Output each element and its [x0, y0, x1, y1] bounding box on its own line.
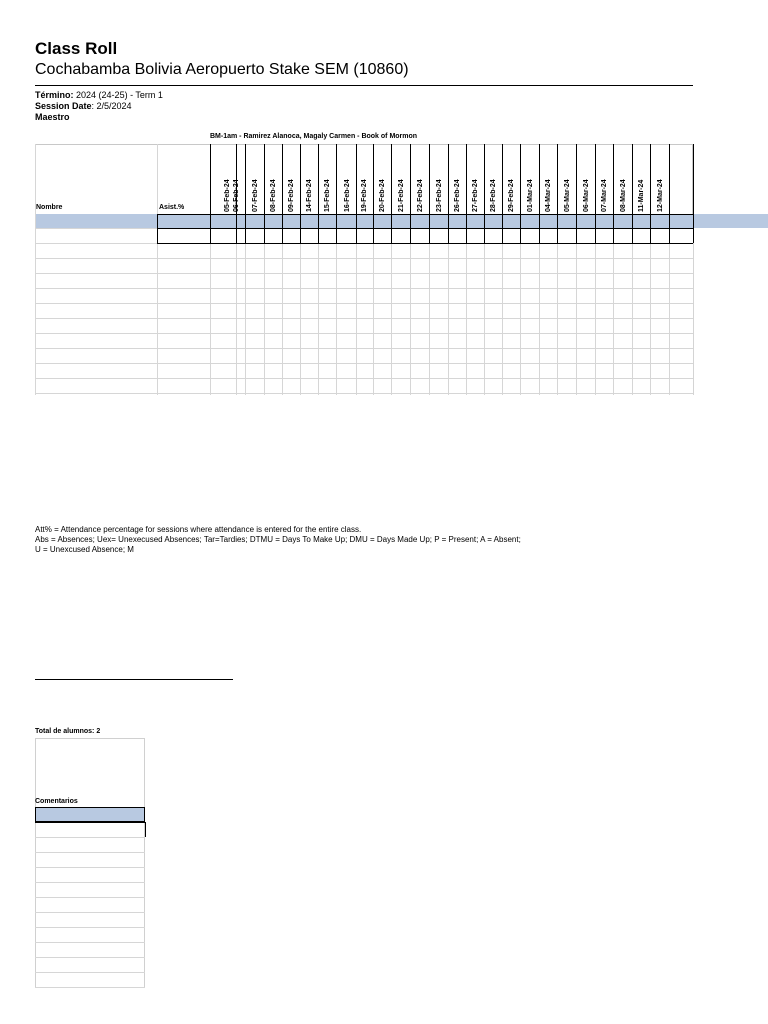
total-students: Total de alumnos: 2 [35, 728, 101, 735]
grid-column-line [318, 243, 319, 395]
legend-notes [35, 525, 635, 555]
grid-column-line [669, 243, 670, 395]
grid-column-line [336, 243, 337, 395]
grid-row-line [35, 363, 693, 364]
date-header: 21-Feb-24 [398, 179, 405, 212]
comment-row-line [35, 852, 145, 853]
legend-line: Abs = Absences; Uex= Unexecused Absences; Tar=Tardies; DTMU = Days To Make Up; DMU = Days Made Up; P = Present; A = Absent; [35, 535, 521, 544]
grid-row-line [35, 348, 693, 349]
grid-row-line [35, 228, 157, 229]
date-header: 16-Feb-24 [344, 179, 351, 212]
date-header: 06-Feb-24 [233, 179, 240, 212]
comment-row-line [35, 912, 145, 913]
grid-column-line [557, 243, 558, 395]
grid-row-line [35, 393, 693, 394]
grid-row-line [35, 318, 693, 319]
grid-column-line [300, 243, 301, 395]
date-header: 26-Feb-24 [454, 179, 461, 212]
grid-column-line [356, 243, 357, 395]
term-value: 2024 (24-25) - Term 1 [76, 90, 163, 100]
session-line [35, 101, 132, 112]
grid-row-line [35, 288, 693, 289]
comment-row-line [35, 822, 145, 823]
session-value: : 2/5/2024 [91, 101, 132, 111]
stake-subtitle: Cochabamba Bolivia Aeropuerto Stake SEM (10860) [35, 61, 409, 78]
grid-column-line [539, 243, 540, 395]
date-header: 23-Feb-24 [436, 179, 443, 212]
grid-row-line [157, 214, 693, 215]
page-title: Class Roll [35, 39, 118, 58]
grid-column-line [595, 243, 596, 395]
date-header: 07-Feb-24 [252, 179, 259, 212]
grid-row-line [157, 228, 693, 229]
date-header: 08-Mar-24 [620, 179, 627, 212]
grid-column-line [576, 243, 577, 395]
grid-column-line [502, 243, 503, 395]
comments-box [35, 738, 145, 988]
title-divider [35, 85, 693, 86]
grid-row-line [35, 378, 693, 379]
grid-column-line [650, 243, 651, 395]
grid-row-line [35, 303, 693, 304]
grid-column-line [245, 243, 246, 395]
grid-column-line [466, 243, 467, 395]
date-header: 07-Mar-24 [601, 179, 608, 212]
date-header: 29-Feb-24 [508, 179, 515, 212]
comments-label: Comentarios [35, 798, 78, 805]
session-label: Session Date [35, 101, 92, 111]
signature-line [35, 679, 233, 680]
grid-column-line [157, 214, 158, 243]
date-header: 15-Feb-24 [324, 179, 331, 212]
grid-column-line [448, 243, 449, 395]
grid-row-line [35, 273, 693, 274]
date-header: 20-Feb-24 [379, 179, 386, 212]
legend-line: Att% = Attendance percentage for sessions where attendance is entered for the entire class. [35, 525, 362, 534]
date-header: 19-Feb-24 [361, 179, 368, 212]
date-header: 04-Mar-24 [545, 179, 552, 212]
grid-column-line [632, 243, 633, 395]
comments-selected-row[interactable] [35, 807, 145, 822]
grid-column-line [484, 243, 485, 395]
term-line [35, 90, 163, 101]
grid-column-line [373, 243, 374, 395]
grid-column-line [210, 243, 211, 395]
grid-column-line [391, 243, 392, 395]
column-header-name: Nombre [36, 204, 63, 211]
comment-row-line [35, 942, 145, 943]
date-header: 08-Feb-24 [270, 179, 277, 212]
date-header: 06-Mar-24 [583, 179, 590, 212]
grid-row-line [157, 243, 693, 244]
date-header: 01-Mar-24 [527, 179, 534, 212]
comment-row-line [35, 837, 145, 838]
grid-column-line [693, 144, 694, 243]
date-header: 05-Feb-24 [224, 179, 231, 212]
comment-row-line [35, 882, 145, 883]
date-header: 12-Mar-24 [657, 179, 664, 212]
term-label: Término: [35, 90, 74, 100]
date-header: 14-Feb-24 [306, 179, 313, 212]
teacher-line [35, 112, 70, 123]
grid-column-line [282, 243, 283, 395]
date-header: 09-Feb-24 [288, 179, 295, 212]
grid-border [35, 144, 36, 395]
date-header: 05-Mar-24 [564, 179, 571, 212]
class-title: BM-1am - Ramirez Alanoca, Magaly Carmen - Book of Mormon [210, 133, 418, 140]
date-header: 11-Mar-24 [638, 179, 645, 212]
grid-column-line [236, 243, 237, 395]
date-header: 22-Feb-24 [417, 179, 424, 212]
date-header: 28-Feb-24 [490, 179, 497, 212]
comment-row-line [35, 927, 145, 928]
comment-row-line [145, 822, 146, 837]
grid-column-line [410, 243, 411, 395]
grid-row-line [35, 333, 693, 334]
grid-column-line [264, 243, 265, 395]
grid-border [157, 144, 158, 395]
comment-row-line [35, 987, 145, 988]
grid-column-line [520, 243, 521, 395]
grid-column-line [429, 243, 430, 395]
comment-row-line [35, 867, 145, 868]
date-header: 27-Feb-24 [472, 179, 479, 212]
grid-row-line [35, 258, 693, 259]
comment-row-line [35, 972, 145, 973]
grid-row-line [35, 243, 157, 244]
teacher-label: Maestro [35, 112, 70, 122]
grid-column-line [613, 243, 614, 395]
legend-line: U = Unexcused Absence; M [35, 545, 134, 554]
comment-row-line [35, 957, 145, 958]
column-header-attendance: Asist.% [159, 204, 185, 211]
comment-row-line [35, 897, 145, 898]
